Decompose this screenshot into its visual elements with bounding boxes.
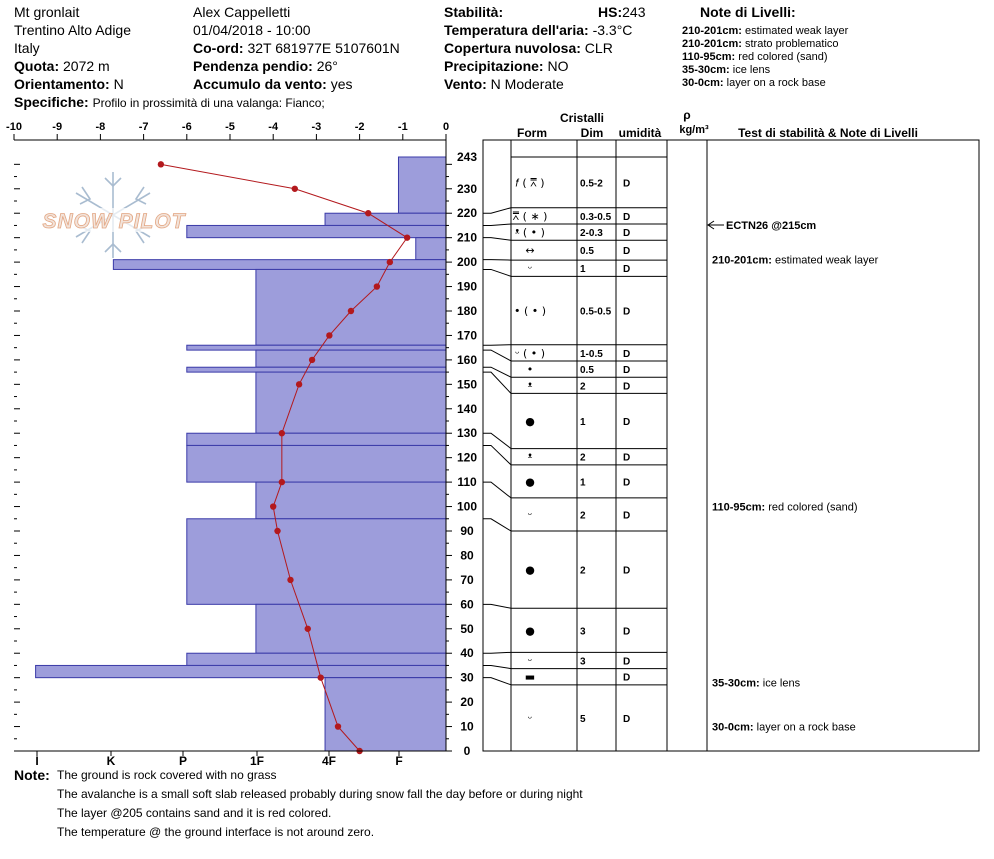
- temperature-point: [296, 381, 302, 387]
- right-note-range: 110-95cm:: [712, 501, 769, 514]
- temp-value: -3.3°C: [592, 22, 633, 38]
- layer-connector: [483, 208, 511, 213]
- wetness: D: [623, 348, 631, 360]
- orient-label: Orientamento:: [14, 76, 110, 92]
- wetness: D: [623, 211, 631, 223]
- observer-name: Alex Cappelletti: [193, 4, 291, 20]
- layer-note-range: 210-201cm:: [682, 38, 742, 50]
- temp-tick-label: -3: [311, 121, 322, 133]
- right-note-range: 30-0cm:: [712, 721, 757, 734]
- height-tick-label: 190: [456, 279, 478, 294]
- crystal-form-icon: ᵕ ( • ): [514, 346, 546, 360]
- crystal-dim: 2: [580, 381, 586, 393]
- layer-note-text: estimated weak layer: [745, 25, 849, 37]
- right-note-text: estimated weak layer: [775, 254, 879, 267]
- hardness-bar: [187, 445, 446, 482]
- wetness: D: [623, 228, 631, 240]
- precip-label: Precipitazione:: [444, 58, 544, 74]
- temp-tick-label: -9: [52, 121, 63, 133]
- temperature-point: [387, 259, 393, 265]
- hardness-tick-label: 1F: [249, 754, 265, 768]
- crystal-dim: 1: [580, 417, 586, 429]
- crystal-dim: 0.3-0.5: [580, 211, 612, 223]
- layer-note-range: 30-0cm:: [682, 77, 724, 89]
- note-line: The ground is rock covered with no grass: [57, 768, 277, 782]
- crystal-form-icon: ᵜ: [527, 450, 533, 464]
- quota-label: Quota:: [14, 58, 60, 74]
- hardness-bar: [113, 260, 446, 270]
- header-tests: Test di stabilità & Note di Livelli: [738, 126, 918, 140]
- crystal-dim: 1: [580, 477, 586, 489]
- slope-value: 26°: [316, 58, 338, 74]
- crystal-form-icon: 𝑓 ( ⩞ ): [515, 176, 545, 190]
- crystal-form-icon: ↔: [525, 244, 535, 258]
- temperature-point: [348, 308, 354, 314]
- note-line: The temperature @ the ground interface is not around zero.: [57, 825, 375, 839]
- crystal-dim: 3: [580, 626, 586, 638]
- wetness: D: [623, 452, 631, 464]
- right-note: [712, 722, 856, 734]
- right-note-text: red colored (sand): [768, 501, 858, 514]
- coord-value: 32T 681977E 5107601N: [247, 40, 400, 56]
- crystal-dim: 2: [580, 510, 586, 522]
- right-note-range: 210-201cm:: [712, 254, 775, 267]
- wetness: D: [623, 565, 631, 577]
- wetness: D: [623, 417, 631, 429]
- temperature-point: [335, 723, 341, 729]
- crystal-form-icon: ᵕ: [527, 508, 533, 522]
- temperature-point: [305, 626, 311, 632]
- layer-connector: [483, 482, 511, 498]
- temp-tick-label: -10: [6, 121, 22, 133]
- temperature-point: [274, 528, 280, 534]
- slope-label: Pendenza pendio:: [193, 58, 313, 74]
- temp-tick-label: -6: [181, 121, 192, 133]
- header-cristalli: Cristalli: [559, 111, 605, 125]
- crystal-dim: 0.5: [580, 246, 594, 258]
- crystal-form-icon: ●: [525, 475, 535, 489]
- layer-connector: [483, 433, 511, 448]
- quota-value: 2072 m: [63, 58, 110, 74]
- layer-table: [483, 140, 707, 751]
- temperature-point: [309, 357, 315, 363]
- right-note: [712, 678, 801, 690]
- height-tick-label: 110: [457, 475, 477, 490]
- temp-tick-label: -5: [225, 121, 235, 133]
- temp-tick-label: 0: [442, 121, 450, 133]
- layer-note-text: ice lens: [732, 64, 771, 76]
- temp-tick-label: -7: [138, 121, 149, 133]
- layer-connector: [483, 238, 511, 241]
- crystal-form-icon: ᵕ: [527, 262, 533, 276]
- layer-connector: [483, 678, 511, 685]
- hardness-tick-label: P: [178, 754, 188, 768]
- hardness-tick-label: K: [106, 754, 116, 768]
- hardness-bars: [36, 157, 446, 751]
- wetness: D: [623, 178, 631, 190]
- height-tick-label: 60: [460, 597, 474, 612]
- country-name: Italy: [14, 40, 40, 56]
- wetness: D: [623, 656, 631, 668]
- crystal-form-icon: ⩞ ( ∗ ): [512, 209, 548, 223]
- layer-note-text: red colored (sand): [738, 51, 828, 63]
- temperature-point: [326, 332, 332, 338]
- hardness-bar: [256, 604, 446, 653]
- layer-connector: [483, 445, 511, 464]
- note-line: The layer @205 contains sand and it is red colored.: [57, 806, 332, 820]
- height-tick-label: 130: [456, 426, 478, 441]
- height-tick-label: 90: [460, 524, 474, 538]
- height-tick-label: 210: [456, 230, 478, 245]
- header-form: Form: [517, 126, 547, 140]
- height-tick-label: 30: [460, 670, 474, 685]
- right-note-range: 35-30cm:: [712, 677, 763, 690]
- right-layer-notes: [712, 255, 879, 734]
- temperature-point: [374, 283, 380, 289]
- hardness-bar: [36, 665, 446, 677]
- temp-tick-label: -8: [95, 121, 106, 133]
- hardness-bar: [187, 433, 446, 445]
- right-note-text: layer on a rock base: [756, 721, 856, 734]
- temperature-point: [287, 577, 293, 583]
- crystal-dim: 3: [580, 656, 586, 668]
- hardness-bar: [325, 678, 446, 751]
- crystal-dim: 2: [580, 565, 586, 577]
- height-tick-label: 70: [460, 572, 474, 587]
- snowpilot-watermark: [38, 172, 190, 258]
- layer-note-text: layer on a rock base: [726, 77, 826, 89]
- hs-label: HS:: [598, 4, 623, 20]
- crystal-form-icon: ᵕ: [527, 711, 533, 725]
- layer-note-text: strato problematico: [745, 38, 839, 50]
- height-tick-label: 170: [456, 328, 478, 343]
- wetness: D: [623, 306, 631, 318]
- height-tick-label: 10: [460, 719, 474, 734]
- layer-connector: [483, 350, 511, 361]
- hardness-bar: [416, 238, 446, 260]
- hardness-bar: [256, 350, 446, 367]
- wind-acc-label: Accumulo da vento:: [193, 76, 327, 92]
- hardness-tick-label: I: [35, 754, 39, 768]
- crystal-dim: 1: [580, 264, 586, 276]
- note-line: The avalanche is a small soft slab released probably during snow fall the day before or during night: [57, 787, 583, 801]
- hardness-bar: [256, 482, 446, 519]
- hardness-bar: [187, 653, 446, 665]
- spec-label: Specifiche:: [14, 94, 89, 110]
- crystal-dim: 2-0.3: [580, 228, 603, 240]
- header-density-unit: kg/m³: [679, 124, 709, 136]
- height-tick-label: 230: [456, 181, 478, 196]
- test-result-annotation: [708, 220, 816, 232]
- wetness: D: [623, 365, 631, 377]
- temp-tick-label: -1: [397, 121, 408, 133]
- layer-connector: [483, 269, 511, 276]
- temperature-point: [279, 479, 285, 485]
- hardness-bar: [256, 269, 446, 345]
- temperature-point: [292, 186, 298, 192]
- layer-connector: [483, 604, 511, 608]
- height-tick-label: 40: [460, 646, 474, 661]
- wind-label: Vento:: [444, 76, 487, 92]
- wetness: D: [623, 510, 631, 522]
- temperature-point: [270, 503, 276, 509]
- orient-value: N: [113, 76, 124, 92]
- layer-connector: [483, 652, 511, 653]
- crystal-form-icon: ᵜ ( • ): [515, 226, 545, 240]
- observation-datetime: 01/04/2018 - 10:00: [193, 22, 311, 38]
- crystal-dim: 1-0.5: [580, 348, 603, 360]
- layer-notes-title: Note di Livelli:: [700, 4, 796, 20]
- hardness-bar: [187, 345, 446, 350]
- wetness: D: [623, 381, 631, 393]
- cloud-label: Copertura nuvolosa:: [444, 40, 581, 56]
- notes-label: Note:: [14, 767, 50, 783]
- spec-value: Profilo in prossimità di una valanga: Fianco;: [92, 96, 325, 110]
- crystal-form-icon: ᵕ: [527, 654, 533, 668]
- hardness-tick-label: F: [395, 754, 403, 768]
- crystal-dim: 2: [580, 452, 586, 464]
- right-note: [712, 255, 879, 267]
- height-tick-label: 243: [456, 150, 478, 164]
- cloud-value: CLR: [584, 40, 613, 56]
- crystal-form-icon: ●: [525, 415, 535, 429]
- height-tick-label: 140: [456, 401, 478, 416]
- hardness-bar: [187, 519, 446, 605]
- layer-note-range: 110-95cm:: [682, 51, 736, 63]
- crystal-form-icon: ●: [525, 563, 535, 577]
- hardness-bar: [187, 367, 446, 372]
- height-tick-label: 160: [456, 352, 478, 367]
- crystal-form-icon: ●: [525, 624, 535, 638]
- layer-note-range: 35-30cm:: [682, 64, 730, 76]
- hs-value: 243: [622, 4, 646, 20]
- height-tick-label: 20: [460, 695, 474, 710]
- watermark-text: SNOW PILOT: [42, 210, 186, 233]
- layer-connector: [483, 224, 511, 225]
- height-tick-label: 0: [463, 744, 471, 758]
- layer-connector: [483, 519, 511, 531]
- temp-label: Temperatura dell'aria:: [444, 22, 589, 38]
- temperature-point: [318, 674, 324, 680]
- wetness: D: [623, 477, 631, 489]
- height-tick-label: 220: [456, 206, 478, 221]
- wetness: D: [623, 672, 631, 684]
- crystal-form-icon: • ( • ): [513, 304, 547, 318]
- crystal-form-icon: ᵜ: [527, 379, 533, 393]
- hardness-bar: [398, 157, 446, 213]
- layer-connector: [483, 345, 511, 346]
- wetness: D: [623, 626, 631, 638]
- height-tick-label: 120: [456, 450, 478, 465]
- test-result-text: ECTN26 @215cm: [726, 220, 817, 232]
- hardness-bar: [256, 372, 446, 433]
- crystal-dim: 0.5-2: [580, 178, 603, 190]
- wind-value: N Moderate: [490, 76, 564, 92]
- location-name: Mt gronlait: [14, 4, 80, 20]
- hardness-tick-label: 4F: [321, 754, 337, 768]
- temp-tick-label: -4: [268, 121, 279, 133]
- crystal-form-icon: •: [526, 363, 534, 377]
- right-note: [712, 502, 858, 514]
- header-dim: Dim: [580, 126, 604, 140]
- right-note-text: ice lens: [762, 677, 801, 690]
- wetness: D: [623, 246, 631, 258]
- crystal-dim: 0.5: [580, 365, 594, 377]
- temperature-point: [365, 210, 371, 216]
- temperature-point: [279, 430, 285, 436]
- region-name: Trentino Alto Adige: [14, 22, 132, 38]
- height-tick-label: 200: [456, 255, 478, 270]
- coord-label: Co-ord:: [193, 40, 244, 56]
- temperature-point: [158, 161, 164, 167]
- crystal-form-icon: ▬: [524, 670, 536, 684]
- height-tick-label: 100: [456, 499, 478, 514]
- height-tick-label: 50: [460, 621, 474, 636]
- wind-acc-value: yes: [330, 76, 353, 92]
- wetness: D: [623, 264, 631, 276]
- height-tick-label: 180: [456, 304, 478, 318]
- temperature-point: [404, 234, 410, 240]
- crystal-dim: 5: [580, 713, 586, 725]
- crystal-dim: 0.5-0.5: [580, 306, 612, 318]
- height-tick-label: 80: [460, 548, 474, 563]
- header-rho: ρ: [683, 108, 691, 122]
- wetness: D: [623, 713, 631, 725]
- layer-note-range: 210-201cm:: [682, 25, 742, 37]
- precip-value: NO: [547, 58, 569, 74]
- layer-connector: [483, 665, 511, 668]
- temp-tick-label: -2: [354, 121, 365, 133]
- header-umidita: umidità: [618, 126, 662, 140]
- stability-label: Stabilità:: [444, 4, 504, 20]
- height-tick-label: 150: [456, 377, 478, 392]
